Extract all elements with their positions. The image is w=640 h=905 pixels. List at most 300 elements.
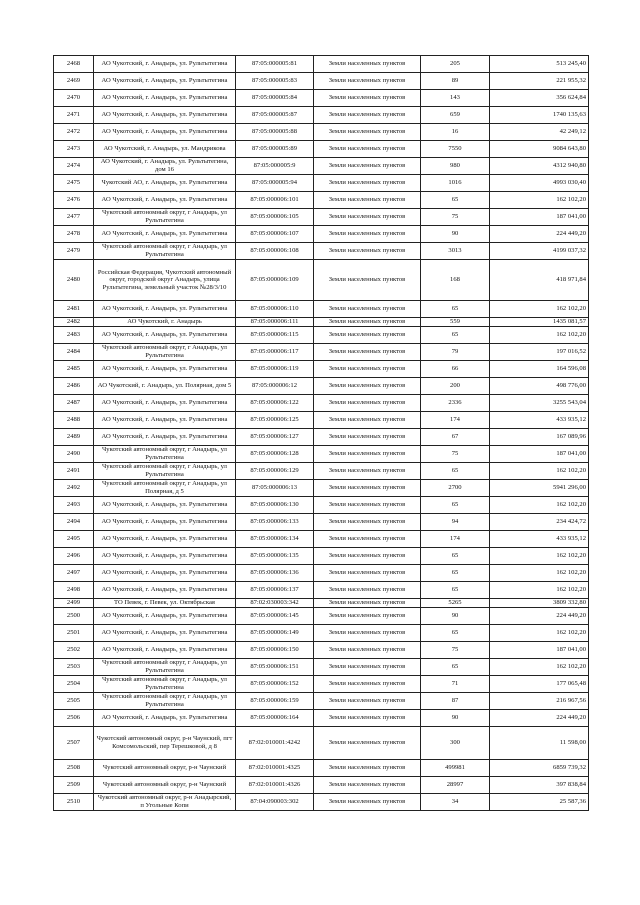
area-cell: 28997 <box>421 777 490 794</box>
area-cell: 65 <box>421 625 490 642</box>
cadastral-number-cell: 87:05:000006:152 <box>236 676 314 693</box>
cadastral-value-cell: 1740 135,63 <box>490 107 589 124</box>
cadastral-number-cell: 87:05:000006:134 <box>236 531 314 548</box>
row-number-cell: 2470 <box>54 90 94 107</box>
land-category-cell: Земли населенных пунктов <box>314 73 421 90</box>
address-cell: АО Чукотский, г. Анадырь, ул. Рультытегина <box>94 548 236 565</box>
cadastral-number-cell: 87:02:010001:4326 <box>236 777 314 794</box>
land-category-cell: Земли населенных пунктов <box>314 344 421 361</box>
table-row <box>54 480 589 497</box>
cadastral-value-cell: 224 449,20 <box>490 710 589 727</box>
table-row <box>54 582 589 599</box>
table-row <box>54 760 589 777</box>
land-category-cell: Земли населенных пунктов <box>314 107 421 124</box>
area-cell: 205 <box>421 56 490 73</box>
area-cell: 75 <box>421 209 490 226</box>
table-row <box>54 548 589 565</box>
cadastral-value-cell: 167 089,96 <box>490 429 589 446</box>
table-row <box>54 301 589 318</box>
row-number-cell: 2488 <box>54 412 94 429</box>
row-number-cell: 2479 <box>54 243 94 260</box>
row-number-cell: 2510 <box>54 794 94 811</box>
cadastral-number-cell: 87:05:000006:13 <box>236 480 314 497</box>
table-row <box>54 693 589 710</box>
land-category-cell: Земли населенных пунктов <box>314 565 421 582</box>
land-category-cell: Земли населенных пунктов <box>314 209 421 226</box>
cadastral-value-cell: 433 935,12 <box>490 531 589 548</box>
cadastral-number-cell: 87:02:030003:342 <box>236 599 314 608</box>
cadastral-value-cell: 162 102,20 <box>490 463 589 480</box>
cadastral-value-cell: 187 041,00 <box>490 642 589 659</box>
cadastral-number-cell: 87:05:000006:12 <box>236 378 314 395</box>
address-cell: АО Чукотский, г. Анадырь, ул. Рультытегина <box>94 327 236 344</box>
row-number-cell: 2471 <box>54 107 94 124</box>
cadastral-value-cell: 162 102,20 <box>490 497 589 514</box>
area-cell: 65 <box>421 192 490 209</box>
area-cell: 87 <box>421 693 490 710</box>
row-number-cell: 2493 <box>54 497 94 514</box>
document-page <box>53 55 588 811</box>
address-cell: АО Чукотский, г. Анадырь, ул. Рультытегина <box>94 531 236 548</box>
area-cell: 94 <box>421 514 490 531</box>
table-row <box>54 642 589 659</box>
table-row <box>54 429 589 446</box>
cadastral-value-cell: 11 598,00 <box>490 727 589 760</box>
land-category-cell: Земли населенных пунктов <box>314 676 421 693</box>
table-row <box>54 446 589 463</box>
cadastral-value-cell: 162 102,20 <box>490 301 589 318</box>
row-number-cell: 2497 <box>54 565 94 582</box>
row-number-cell: 2481 <box>54 301 94 318</box>
cadastral-value-cell: 6859 739,32 <box>490 760 589 777</box>
address-cell: ТО Певек, г. Певек, ул. Октябрьская <box>94 599 236 608</box>
cadastral-value-cell: 224 449,20 <box>490 226 589 243</box>
cadastral-value-cell: 42 249,12 <box>490 124 589 141</box>
cadastral-value-cell: 224 449,20 <box>490 608 589 625</box>
land-category-cell: Земли населенных пунктов <box>314 794 421 811</box>
cadastral-number-cell: 87:05:000006:101 <box>236 192 314 209</box>
row-number-cell: 2499 <box>54 599 94 608</box>
land-category-cell: Земли населенных пунктов <box>314 260 421 301</box>
cadastral-value-cell: 187 041,00 <box>490 446 589 463</box>
land-category-cell: Земли населенных пунктов <box>314 412 421 429</box>
row-number-cell: 2494 <box>54 514 94 531</box>
address-cell: АО Чукотский, г. Анадырь <box>94 318 236 327</box>
row-number-cell: 2492 <box>54 480 94 497</box>
table-row <box>54 158 589 175</box>
table-row <box>54 90 589 107</box>
cadastral-number-cell: 87:05:000006:111 <box>236 318 314 327</box>
address-cell: АО Чукотский, г. Анадырь, ул. Полярная, дом 5 <box>94 378 236 395</box>
address-cell: Чукотский автономный округ, р-н Чаунский <box>94 777 236 794</box>
land-category-cell: Земли населенных пунктов <box>314 463 421 480</box>
cadastral-number-cell: 87:05:000006:151 <box>236 659 314 676</box>
area-cell: 34 <box>421 794 490 811</box>
table-body <box>54 56 589 811</box>
table-row <box>54 124 589 141</box>
cadastral-value-cell: 498 776,00 <box>490 378 589 395</box>
land-category-cell: Земли населенных пунктов <box>314 599 421 608</box>
row-number-cell: 2468 <box>54 56 94 73</box>
cadastral-value-cell: 216 967,56 <box>490 693 589 710</box>
table-row <box>54 175 589 192</box>
cadastral-value-cell: 234 424,72 <box>490 514 589 531</box>
cadastral-value-cell: 162 102,20 <box>490 548 589 565</box>
area-cell: 143 <box>421 90 490 107</box>
row-number-cell: 2472 <box>54 124 94 141</box>
address-cell: АО Чукотский, г. Анадырь, ул. Рультытегина <box>94 642 236 659</box>
address-cell: Чукотский автономный округ, р-н Чаунский <box>94 760 236 777</box>
cadastral-number-cell: 87:05:000006:110 <box>236 301 314 318</box>
address-cell: АО Чукотский, г. Анадырь, ул. Рультытегина <box>94 90 236 107</box>
area-cell: 75 <box>421 446 490 463</box>
cadastral-number-cell: 87:05:000005:89 <box>236 141 314 158</box>
area-cell: 65 <box>421 565 490 582</box>
cadastral-value-cell: 197 016,52 <box>490 344 589 361</box>
table-row <box>54 659 589 676</box>
land-category-cell: Земли населенных пунктов <box>314 582 421 599</box>
cadastral-number-cell: 87:05:000006:125 <box>236 412 314 429</box>
cadastral-number-cell: 87:05:000006:117 <box>236 344 314 361</box>
row-number-cell: 2503 <box>54 659 94 676</box>
table-row <box>54 107 589 124</box>
table-row <box>54 361 589 378</box>
cadastral-number-cell: 87:05:000005:94 <box>236 175 314 192</box>
table-row <box>54 531 589 548</box>
cadastral-number-cell: 87:05:000006:130 <box>236 497 314 514</box>
address-cell: АО Чукотский, г. Анадырь, ул. Рультытегина <box>94 107 236 124</box>
address-cell: АО Чукотский, г. Анадырь, ул. Рультытегина <box>94 565 236 582</box>
cadastral-value-cell: 418 971,84 <box>490 260 589 301</box>
row-number-cell: 2477 <box>54 209 94 226</box>
cadastral-number-cell: 87:05:000006:149 <box>236 625 314 642</box>
row-number-cell: 2507 <box>54 727 94 760</box>
address-cell: АО Чукотский, г. Анадырь, ул. Мандрикова <box>94 141 236 158</box>
table-row <box>54 226 589 243</box>
cadastral-number-cell: 87:05:000006:159 <box>236 693 314 710</box>
cadastral-value-cell: 4199 037,32 <box>490 243 589 260</box>
land-plots-table <box>53 55 589 811</box>
area-cell: 5265 <box>421 599 490 608</box>
area-cell: 168 <box>421 260 490 301</box>
row-number-cell: 2485 <box>54 361 94 378</box>
address-cell: Чукотский автономный округ, г Анадырь, ул Рультытегина <box>94 463 236 480</box>
area-cell: 65 <box>421 659 490 676</box>
row-number-cell: 2498 <box>54 582 94 599</box>
address-cell: АО Чукотский, г. Анадырь, ул. Рультытегина <box>94 73 236 90</box>
cadastral-number-cell: 87:05:000005:83 <box>236 73 314 90</box>
row-number-cell: 2476 <box>54 192 94 209</box>
land-category-cell: Земли населенных пунктов <box>314 659 421 676</box>
cadastral-value-cell: 177 065,48 <box>490 676 589 693</box>
table-row <box>54 710 589 727</box>
table-row <box>54 378 589 395</box>
table-row <box>54 243 589 260</box>
cadastral-value-cell: 9084 643,80 <box>490 141 589 158</box>
land-category-cell: Земли населенных пунктов <box>314 175 421 192</box>
cadastral-number-cell: 87:05:000006:164 <box>236 710 314 727</box>
table-row <box>54 412 589 429</box>
area-cell: 65 <box>421 301 490 318</box>
area-cell: 174 <box>421 412 490 429</box>
cadastral-number-cell: 87:05:000006:145 <box>236 608 314 625</box>
land-category-cell: Земли населенных пунктов <box>314 760 421 777</box>
cadastral-value-cell: 25 587,36 <box>490 794 589 811</box>
cadastral-value-cell: 4312 940,80 <box>490 158 589 175</box>
table-row <box>54 73 589 90</box>
land-category-cell: Земли населенных пунктов <box>314 318 421 327</box>
cadastral-value-cell: 164 596,08 <box>490 361 589 378</box>
cadastral-number-cell: 87:05:000006:150 <box>236 642 314 659</box>
cadastral-number-cell: 87:05:000006:127 <box>236 429 314 446</box>
land-category-cell: Земли населенных пунктов <box>314 361 421 378</box>
cadastral-number-cell: 87:05:000006:107 <box>236 226 314 243</box>
cadastral-value-cell: 162 102,20 <box>490 659 589 676</box>
table-row <box>54 141 589 158</box>
table-row <box>54 727 589 760</box>
table-row <box>54 327 589 344</box>
table-row <box>54 56 589 73</box>
area-cell: 2700 <box>421 480 490 497</box>
address-cell: АО Чукотский, г. Анадырь, ул. Рультытегина <box>94 124 236 141</box>
cadastral-number-cell: 87:05:000006:115 <box>236 327 314 344</box>
area-cell: 659 <box>421 107 490 124</box>
row-number-cell: 2506 <box>54 710 94 727</box>
address-cell: Чукотский автономный округ, г Анадырь, ул Рультытегина <box>94 243 236 260</box>
address-cell: Чукотский автономный округ, р-н Чаунский, пгт Комсомольский, пер Терешковой, д 8 <box>94 727 236 760</box>
address-cell: Чукотский автономный округ, г Анадырь, ул Рультытегина <box>94 659 236 676</box>
cadastral-number-cell: 87:05:000006:133 <box>236 514 314 531</box>
table-row <box>54 676 589 693</box>
cadastral-number-cell: 87:05:000006:119 <box>236 361 314 378</box>
cadastral-value-cell: 162 102,20 <box>490 192 589 209</box>
address-cell: Чукотский автономный округ, г Анадырь, ул Полярная, д 5 <box>94 480 236 497</box>
area-cell: 79 <box>421 344 490 361</box>
cadastral-number-cell: 87:05:000005:88 <box>236 124 314 141</box>
land-category-cell: Земли населенных пунктов <box>314 446 421 463</box>
land-category-cell: Земли населенных пунктов <box>314 625 421 642</box>
table-row <box>54 794 589 811</box>
land-category-cell: Земли населенных пунктов <box>314 141 421 158</box>
land-category-cell: Земли населенных пунктов <box>314 56 421 73</box>
cadastral-value-cell: 4993 030,40 <box>490 175 589 192</box>
table-row <box>54 497 589 514</box>
address-cell: АО Чукотский, г. Анадырь, ул. Рультытегина <box>94 497 236 514</box>
cadastral-value-cell: 187 041,00 <box>490 209 589 226</box>
row-number-cell: 2491 <box>54 463 94 480</box>
land-category-cell: Земли населенных пунктов <box>314 226 421 243</box>
area-cell: 66 <box>421 361 490 378</box>
table-row <box>54 777 589 794</box>
row-number-cell: 2483 <box>54 327 94 344</box>
table-row <box>54 599 589 608</box>
area-cell: 2336 <box>421 395 490 412</box>
row-number-cell: 2501 <box>54 625 94 642</box>
address-cell: Чукотский автономный округ, г Анадырь, ул Рультытегина <box>94 693 236 710</box>
table-row <box>54 565 589 582</box>
area-cell: 980 <box>421 158 490 175</box>
address-cell: АО Чукотский, г. Анадырь, ул. Рультытегина <box>94 412 236 429</box>
cadastral-number-cell: 87:05:000005:9 <box>236 158 314 175</box>
address-cell: АО Чукотский, г. Анадырь, ул. Рультытегина, дом 16 <box>94 158 236 175</box>
land-category-cell: Земли населенных пунктов <box>314 90 421 107</box>
land-category-cell: Земли населенных пунктов <box>314 548 421 565</box>
land-category-cell: Земли населенных пунктов <box>314 514 421 531</box>
address-cell: АО Чукотский, г. Анадырь, ул. Рультытегина <box>94 361 236 378</box>
area-cell: 1016 <box>421 175 490 192</box>
area-cell: 67 <box>421 429 490 446</box>
cadastral-number-cell: 87:05:000006:136 <box>236 565 314 582</box>
cadastral-value-cell: 221 955,32 <box>490 73 589 90</box>
table-row <box>54 463 589 480</box>
address-cell: АО Чукотский, г. Анадырь, ул. Рультытегина <box>94 710 236 727</box>
land-category-cell: Земли населенных пунктов <box>314 608 421 625</box>
cadastral-value-cell: 162 102,20 <box>490 327 589 344</box>
row-number-cell: 2490 <box>54 446 94 463</box>
row-number-cell: 2484 <box>54 344 94 361</box>
cadastral-number-cell: 87:05:000006:109 <box>236 260 314 301</box>
row-number-cell: 2478 <box>54 226 94 243</box>
table-row <box>54 514 589 531</box>
row-number-cell: 2482 <box>54 318 94 327</box>
area-cell: 90 <box>421 710 490 727</box>
row-number-cell: 2500 <box>54 608 94 625</box>
address-cell: АО Чукотский, г. Анадырь, ул. Рультытегина <box>94 625 236 642</box>
area-cell: 89 <box>421 73 490 90</box>
address-cell: АО Чукотский, г. Анадырь, ул. Рультытегина <box>94 226 236 243</box>
address-cell: Чукотский АО, г. Анадырь, ул. Рультытегина <box>94 175 236 192</box>
cadastral-value-cell: 3809 332,80 <box>490 599 589 608</box>
row-number-cell: 2495 <box>54 531 94 548</box>
area-cell: 65 <box>421 548 490 565</box>
land-category-cell: Земли населенных пунктов <box>314 480 421 497</box>
area-cell: 200 <box>421 378 490 395</box>
cadastral-value-cell: 513 245,40 <box>490 56 589 73</box>
cadastral-number-cell: 87:05:000005:84 <box>236 90 314 107</box>
cadastral-number-cell: 87:05:000006:108 <box>236 243 314 260</box>
table-row <box>54 209 589 226</box>
cadastral-value-cell: 1435 081,57 <box>490 318 589 327</box>
row-number-cell: 2489 <box>54 429 94 446</box>
land-category-cell: Земли населенных пунктов <box>314 124 421 141</box>
area-cell: 90 <box>421 226 490 243</box>
cadastral-value-cell: 397 838,84 <box>490 777 589 794</box>
land-category-cell: Земли населенных пунктов <box>314 497 421 514</box>
land-category-cell: Земли населенных пунктов <box>314 395 421 412</box>
land-category-cell: Земли населенных пунктов <box>314 301 421 318</box>
row-number-cell: 2496 <box>54 548 94 565</box>
cadastral-number-cell: 87:05:000006:122 <box>236 395 314 412</box>
row-number-cell: 2504 <box>54 676 94 693</box>
area-cell: 65 <box>421 463 490 480</box>
cadastral-number-cell: 87:05:000006:137 <box>236 582 314 599</box>
land-category-cell: Земли населенных пунктов <box>314 158 421 175</box>
address-cell: Чукотский автономный округ, г Анадырь, ул Рультытегина <box>94 446 236 463</box>
cadastral-number-cell: 87:05:000006:128 <box>236 446 314 463</box>
land-category-cell: Земли населенных пунктов <box>314 327 421 344</box>
land-category-cell: Земли населенных пунктов <box>314 710 421 727</box>
address-cell: АО Чукотский, г. Анадырь, ул. Рультытегина <box>94 608 236 625</box>
cadastral-number-cell: 87:05:000006:135 <box>236 548 314 565</box>
area-cell: 3013 <box>421 243 490 260</box>
area-cell: 65 <box>421 497 490 514</box>
cadastral-number-cell: 87:05:000006:105 <box>236 209 314 226</box>
row-number-cell: 2502 <box>54 642 94 659</box>
cadastral-number-cell: 87:04:090003:302 <box>236 794 314 811</box>
table-row <box>54 192 589 209</box>
row-number-cell: 2487 <box>54 395 94 412</box>
address-cell: АО Чукотский, г. Анадырь, ул. Рультытегина <box>94 192 236 209</box>
row-number-cell: 2469 <box>54 73 94 90</box>
cadastral-value-cell: 356 624,84 <box>490 90 589 107</box>
cadastral-value-cell: 5941 296,00 <box>490 480 589 497</box>
area-cell: 75 <box>421 642 490 659</box>
table-row <box>54 344 589 361</box>
area-cell: 65 <box>421 582 490 599</box>
land-category-cell: Земли населенных пунктов <box>314 727 421 760</box>
land-category-cell: Земли населенных пунктов <box>314 378 421 395</box>
table-row <box>54 625 589 642</box>
area-cell: 300 <box>421 727 490 760</box>
area-cell: 7550 <box>421 141 490 158</box>
land-category-cell: Земли населенных пунктов <box>314 777 421 794</box>
row-number-cell: 2473 <box>54 141 94 158</box>
cadastral-value-cell: 162 102,20 <box>490 625 589 642</box>
address-cell: Чукотский автономный округ, г Анадырь, ул Рультытегина <box>94 209 236 226</box>
table-row <box>54 608 589 625</box>
address-cell: АО Чукотский, г. Анадырь, ул. Рультытегина <box>94 301 236 318</box>
land-category-cell: Земли населенных пунктов <box>314 429 421 446</box>
table-row <box>54 318 589 327</box>
cadastral-number-cell: 87:05:000005:81 <box>236 56 314 73</box>
area-cell: 90 <box>421 608 490 625</box>
area-cell: 65 <box>421 327 490 344</box>
address-cell: АО Чукотский, г. Анадырь, ул. Рультытегина <box>94 582 236 599</box>
table-row <box>54 395 589 412</box>
row-number-cell: 2475 <box>54 175 94 192</box>
row-number-cell: 2508 <box>54 760 94 777</box>
cadastral-value-cell: 162 102,20 <box>490 565 589 582</box>
address-cell: Чукотский автономный округ, г Анадырь, ул Рультытегина <box>94 344 236 361</box>
cadastral-number-cell: 87:05:000005:87 <box>236 107 314 124</box>
address-cell: АО Чукотский, г. Анадырь, ул. Рультытегина <box>94 514 236 531</box>
area-cell: 499981 <box>421 760 490 777</box>
land-category-cell: Земли населенных пунктов <box>314 192 421 209</box>
address-cell: Чукотский автономный округ, г Анадырь, ул Рультытегина <box>94 676 236 693</box>
area-cell: 16 <box>421 124 490 141</box>
land-category-cell: Земли населенных пунктов <box>314 693 421 710</box>
row-number-cell: 2480 <box>54 260 94 301</box>
land-category-cell: Земли населенных пунктов <box>314 531 421 548</box>
row-number-cell: 2474 <box>54 158 94 175</box>
area-cell: 174 <box>421 531 490 548</box>
area-cell: 559 <box>421 318 490 327</box>
cadastral-value-cell: 3255 543,04 <box>490 395 589 412</box>
address-cell: Российская Федерация, Чукотский автономный округ, городской округ Анадырь, улица Рультытегина, земельный участок №28/3/10 <box>94 260 236 301</box>
address-cell: АО Чукотский, г. Анадырь, ул. Рультытегина <box>94 56 236 73</box>
row-number-cell: 2486 <box>54 378 94 395</box>
area-cell: 71 <box>421 676 490 693</box>
row-number-cell: 2505 <box>54 693 94 710</box>
cadastral-number-cell: 87:02:010001:4242 <box>236 727 314 760</box>
cadastral-number-cell: 87:05:000006:129 <box>236 463 314 480</box>
row-number-cell: 2509 <box>54 777 94 794</box>
land-category-cell: Земли населенных пунктов <box>314 243 421 260</box>
land-category-cell: Земли населенных пунктов <box>314 642 421 659</box>
cadastral-value-cell: 433 935,12 <box>490 412 589 429</box>
address-cell: Чукотский автономный округ, р-н Анадырский, п Угольные Копи <box>94 794 236 811</box>
cadastral-value-cell: 162 102,20 <box>490 582 589 599</box>
